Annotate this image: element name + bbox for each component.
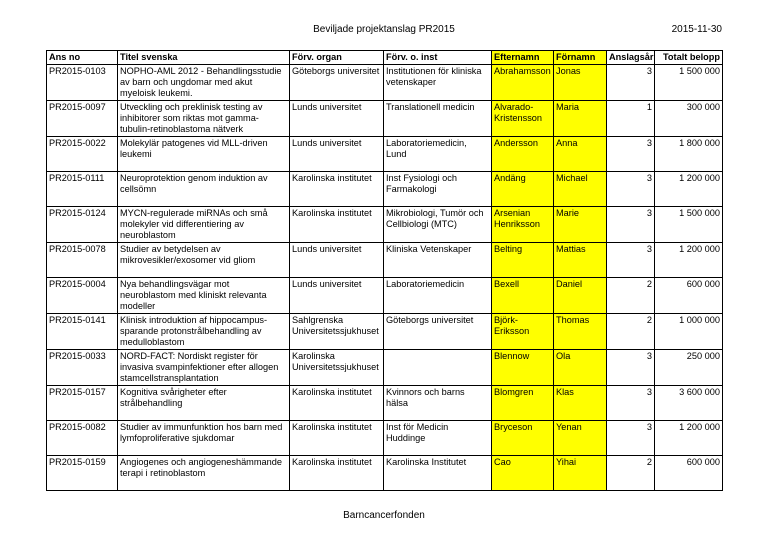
table-row <box>47 278 723 314</box>
cell-last-name: Bryceson <box>492 421 554 456</box>
cell-amount: 1 800 000 <box>655 137 723 172</box>
cell-org: Lunds universitet <box>290 137 384 172</box>
cell-inst: Institutionen för kliniska vetenskaper <box>384 65 492 101</box>
grants-table <box>46 50 723 491</box>
cell-amount: 1 500 000 <box>655 65 723 101</box>
cell-title: Neuroprotektion genom induktion av cellsömn <box>118 172 290 207</box>
cell-org: Karolinska institutet <box>290 421 384 456</box>
cell-amount: 600 000 <box>655 278 723 314</box>
table-row <box>47 314 723 350</box>
cell-ans-no: PR2015-0111 <box>47 172 118 207</box>
cell-title: Studier av immunfunktion hos barn med lymfoproliferative sjukdomar <box>118 421 290 456</box>
cell-years: 3 <box>607 65 655 101</box>
cell-last-name: Björk-Eriksson <box>492 314 554 350</box>
cell-inst: Laboratoriemedicin, Lund <box>384 137 492 172</box>
cell-amount: 1 000 000 <box>655 314 723 350</box>
cell-title: Molekylär patogenes vid MLL-driven leukemi <box>118 137 290 172</box>
cell-org: Karolinska institutet <box>290 172 384 207</box>
cell-years: 1 <box>607 101 655 137</box>
cell-org: Lunds universitet <box>290 101 384 137</box>
cell-ans-no: PR2015-0103 <box>47 65 118 101</box>
cell-first-name: Anna <box>554 137 607 172</box>
table-row <box>47 421 723 456</box>
cell-ans-no: PR2015-0124 <box>47 207 118 243</box>
cell-title: NOPHO-AML 2012 - Behandlingsstudie av barn och ungdomar med akut myeloisk leukemi. <box>118 65 290 101</box>
cell-first-name: Ola <box>554 350 607 386</box>
page-header-date: 2015-11-30 <box>671 24 722 35</box>
col-header-first-name: Förnamn <box>554 51 607 65</box>
cell-years: 3 <box>607 207 655 243</box>
cell-last-name: Alvarado-Kristensson <box>492 101 554 137</box>
cell-inst: Mikrobiologi, Tumör och Cellbiologi (MTC) <box>384 207 492 243</box>
page-header-title: Beviljade projektanslag PR2015 <box>313 24 455 35</box>
cell-title: Angiogenes och angiogeneshämmande terapi i retinoblastom <box>118 456 290 491</box>
cell-amount: 1 500 000 <box>655 207 723 243</box>
cell-ans-no: PR2015-0141 <box>47 314 118 350</box>
cell-inst <box>384 350 492 386</box>
cell-title: Kognitiva svårigheter efter strålbehandling <box>118 386 290 421</box>
col-header-amount: Totalt belopp <box>655 51 723 65</box>
cell-inst: Kvinnors och barns hälsa <box>384 386 492 421</box>
page-footer: Barncancerfonden <box>343 510 425 521</box>
cell-years: 2 <box>607 314 655 350</box>
cell-ans-no: PR2015-0082 <box>47 421 118 456</box>
cell-amount: 1 200 000 <box>655 243 723 278</box>
cell-ans-no: PR2015-0157 <box>47 386 118 421</box>
cell-amount: 600 000 <box>655 456 723 491</box>
table-row <box>47 137 723 172</box>
cell-org: Karolinska institutet <box>290 456 384 491</box>
cell-ans-no: PR2015-0033 <box>47 350 118 386</box>
cell-title: Klinisk introduktion af hippocampus-sparande protonstrålbehandling av medulloblastom <box>118 314 290 350</box>
cell-title: Nya behandlingsvägar mot neuroblastom med kliniskt relevanta modeller <box>118 278 290 314</box>
cell-inst: Göteborgs universitet <box>384 314 492 350</box>
col-header-last-name: Efternamn <box>492 51 554 65</box>
cell-years: 3 <box>607 386 655 421</box>
cell-first-name: Daniel <box>554 278 607 314</box>
cell-inst: Karolinska Institutet <box>384 456 492 491</box>
cell-amount: 300 000 <box>655 101 723 137</box>
cell-last-name: Andäng <box>492 172 554 207</box>
cell-org: Karolinska Universitetssjukhuset <box>290 350 384 386</box>
table-row <box>47 65 723 101</box>
cell-years: 2 <box>607 278 655 314</box>
table-row <box>47 101 723 137</box>
cell-org: Göteborgs universitet <box>290 65 384 101</box>
cell-first-name: Maria <box>554 101 607 137</box>
cell-ans-no: PR2015-0022 <box>47 137 118 172</box>
cell-inst: Laboratoriemedicin <box>384 278 492 314</box>
cell-first-name: Yenan <box>554 421 607 456</box>
col-header-title: Titel svenska <box>118 51 290 65</box>
cell-last-name: Blennow <box>492 350 554 386</box>
cell-first-name: Klas <box>554 386 607 421</box>
cell-org: Karolinska institutet <box>290 386 384 421</box>
cell-years: 2 <box>607 456 655 491</box>
cell-last-name: Abrahamsson <box>492 65 554 101</box>
cell-last-name: Blomgren <box>492 386 554 421</box>
cell-title: MYCN-regulerade miRNAs och små molekyler vid differentiering av neuroblastom <box>118 207 290 243</box>
cell-amount: 1 200 000 <box>655 421 723 456</box>
cell-first-name: Yihai <box>554 456 607 491</box>
cell-first-name: Jonas <box>554 65 607 101</box>
cell-org: Karolinska institutet <box>290 207 384 243</box>
cell-years: 3 <box>607 172 655 207</box>
table-row <box>47 386 723 421</box>
cell-ans-no: PR2015-0097 <box>47 101 118 137</box>
cell-first-name: Marie <box>554 207 607 243</box>
cell-years: 3 <box>607 243 655 278</box>
cell-org: Sahlgrenska Universitetssjukhuset <box>290 314 384 350</box>
cell-amount: 1 200 000 <box>655 172 723 207</box>
cell-years: 3 <box>607 137 655 172</box>
cell-ans-no: PR2015-0004 <box>47 278 118 314</box>
col-header-ans-no: Ans no <box>47 51 118 65</box>
table-row <box>47 172 723 207</box>
cell-org: Lunds universitet <box>290 243 384 278</box>
col-header-inst: Förv. o. inst <box>384 51 492 65</box>
cell-years: 3 <box>607 350 655 386</box>
cell-ans-no: PR2015-0159 <box>47 456 118 491</box>
cell-inst: Inst för Medicin Huddinge <box>384 421 492 456</box>
cell-last-name: Andersson <box>492 137 554 172</box>
cell-last-name: Cao <box>492 456 554 491</box>
table-row <box>47 456 723 491</box>
cell-years: 3 <box>607 421 655 456</box>
cell-amount: 250 000 <box>655 350 723 386</box>
cell-inst: Kliniska Vetenskaper <box>384 243 492 278</box>
cell-last-name: Bexell <box>492 278 554 314</box>
col-header-years: Anslagsår <box>607 51 655 65</box>
table-row <box>47 350 723 386</box>
cell-first-name: Thomas <box>554 314 607 350</box>
cell-first-name: Michael <box>554 172 607 207</box>
cell-org: Lunds universitet <box>290 278 384 314</box>
cell-title: Studier av betydelsen av mikrovesikler/exosomer vid gliom <box>118 243 290 278</box>
cell-last-name: Arsenian Henriksson <box>492 207 554 243</box>
cell-title: NORD-FACT: Nordiskt register för invasiva svampinfektioner efter allogen stamcellstransplantation <box>118 350 290 386</box>
col-header-org: Förv. organ <box>290 51 384 65</box>
cell-first-name: Mattias <box>554 243 607 278</box>
table-row <box>47 207 723 243</box>
cell-last-name: Belting <box>492 243 554 278</box>
cell-inst: Translationell medicin <box>384 101 492 137</box>
table-header-row <box>47 51 723 65</box>
cell-amount: 3 600 000 <box>655 386 723 421</box>
cell-title: Utveckling och preklinisk testing av inhibitorer som riktas mot gamma-tubulin-retinoblastoma nätverk <box>118 101 290 137</box>
cell-inst: Inst Fysiologi och Farmakologi <box>384 172 492 207</box>
table-row <box>47 243 723 278</box>
cell-ans-no: PR2015-0078 <box>47 243 118 278</box>
